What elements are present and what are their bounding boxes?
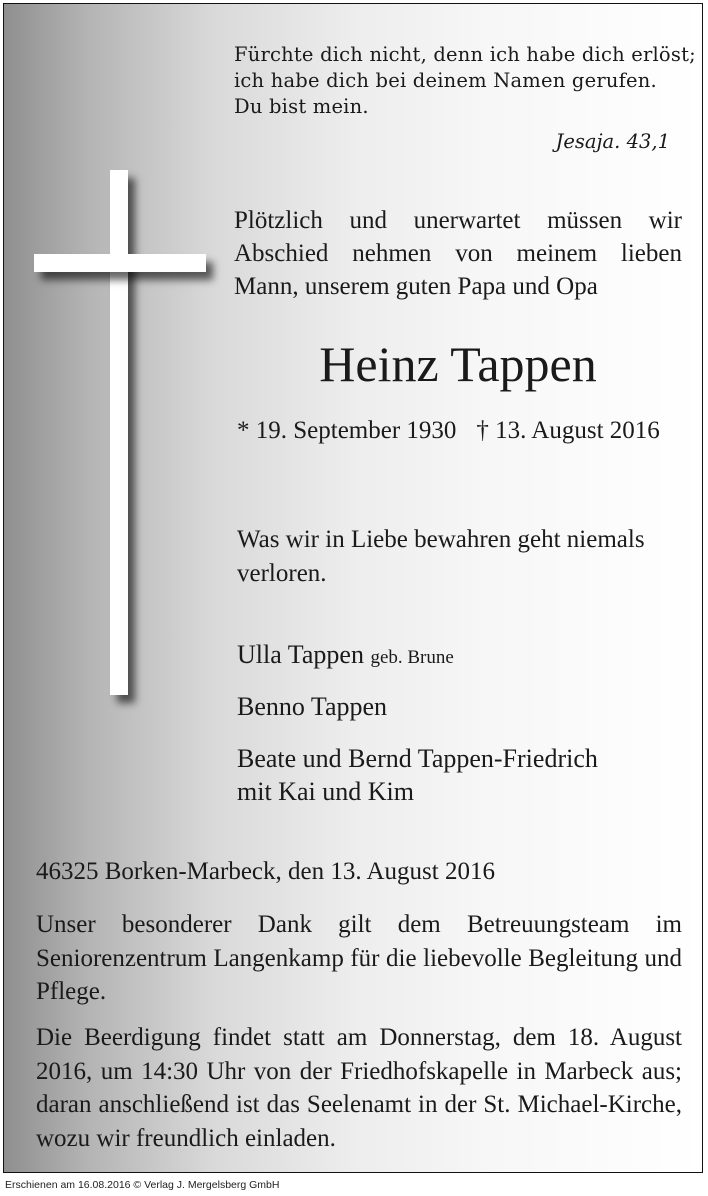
publication-footer: Erschienen am 16.08.2016 © Verlag J. Mergelsberg GmbH — [5, 1179, 280, 1191]
thanks-paragraph: Unser besonderer Dank gilt dem Betreuungsteam im Seniorenzentrum Langenkamp für die liebevolle Begleitung und Pflege. — [36, 911, 682, 1005]
motto-text: Was wir in Liebe bewahren geht niemals verloren. — [237, 526, 645, 587]
place-and-date: 46325 Borken-Marbeck, den 13. August 2016 — [36, 858, 495, 885]
bible-verse — [234, 42, 696, 120]
mourner-note: geb. Brune — [370, 647, 454, 668]
cross-icon-horizontal-beam — [34, 254, 206, 272]
life-dates — [237, 416, 685, 446]
mourner-name: Ulla Tappen — [237, 640, 364, 669]
verse-line: ich habe dich bei deinem Namen gerufen. — [234, 69, 657, 92]
mourner-entry — [237, 690, 685, 723]
mourner-entry — [237, 638, 685, 674]
mourner-name: Beate und Bernd Tappen-Friedrich — [237, 744, 598, 773]
funeral-paragraph: Die Beerdigung findet statt am Donnerstag, dem 18. August 2016, um 14:30 Uhr von der Friedhofskapelle in Marbeck aus; daran anschließend ist das Seelenamt in der St. Michael-Kirche, wozu wir freundlich einladen. — [36, 1024, 682, 1152]
intro-text: Plötzlich und unerwartet müssen wir Abschied nehmen von meinem lieben Mann, unserem guten Papa und Opa — [234, 207, 682, 300]
verse-reference: Jesaja. 43,1 — [555, 130, 670, 153]
birth-date: * 19. September 1930 — [237, 417, 457, 444]
verse-line: Du bist mein. — [234, 95, 369, 118]
death-date: † 13. August 2016 — [476, 417, 660, 444]
mourner-name: Benno Tappen — [237, 692, 388, 721]
mourner-entry — [237, 742, 685, 808]
deceased-name: Heinz Tappen — [319, 336, 597, 392]
cross-icon-vertical-beam — [110, 170, 128, 695]
verse-line: Fürchte dich nicht, denn ich habe dich erlöst; — [234, 43, 696, 66]
obituary-notice — [3, 3, 703, 1173]
mourner-name-line2: mit Kai und Kim — [237, 777, 414, 806]
